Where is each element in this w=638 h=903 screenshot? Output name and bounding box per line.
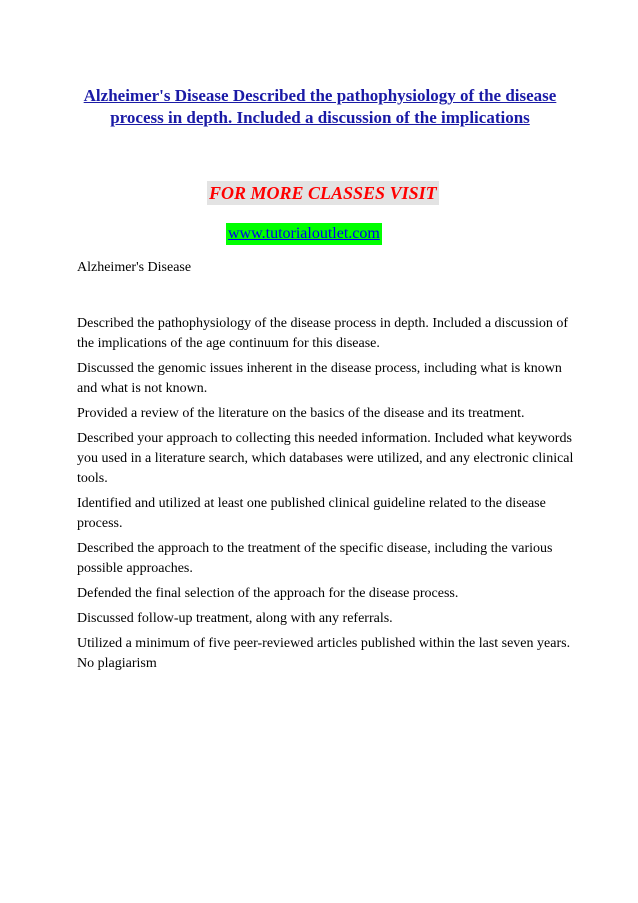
paragraph: Described your approach to collecting this needed information. Included what keywords you used in a literature search, which databases were utilized, and any electronic clinical tools. (77, 431, 574, 486)
document-body (77, 314, 575, 679)
paragraph: Provided a review of the literature on the basics of the disease and its treatment. (77, 406, 525, 421)
document-title-text: Alzheimer's Disease Described the pathophysiology of the disease process in depth. Included a discussion of the implications (83, 86, 557, 127)
document-title (70, 85, 570, 129)
subject-line: Alzheimer's Disease (77, 260, 192, 275)
website-link[interactable]: www.tutorialoutlet.com (226, 223, 382, 245)
paragraph: Defended the final selection of the approach for the disease process. (77, 586, 459, 601)
paragraph: Discussed follow-up treatment, along with any referrals. (77, 611, 393, 626)
paragraph: Described the pathophysiology of the disease process in depth. Included a discussion of the implications of the age continuum for this disease. (77, 316, 569, 351)
paragraph: Discussed the genomic issues inherent in the disease process, including what is known and what is not known. (77, 361, 562, 396)
paragraph: Utilized a minimum of five peer-reviewed articles published within the last seven years. No plagiarism (77, 636, 571, 671)
paragraph: Identified and utilized at least one published clinical guideline related to the disease process. (77, 496, 546, 531)
promo-banner: FOR MORE CLASSES VISIT (209, 183, 437, 203)
paragraph: Described the approach to the treatment of the specific disease, including the various possible approaches. (77, 541, 553, 576)
